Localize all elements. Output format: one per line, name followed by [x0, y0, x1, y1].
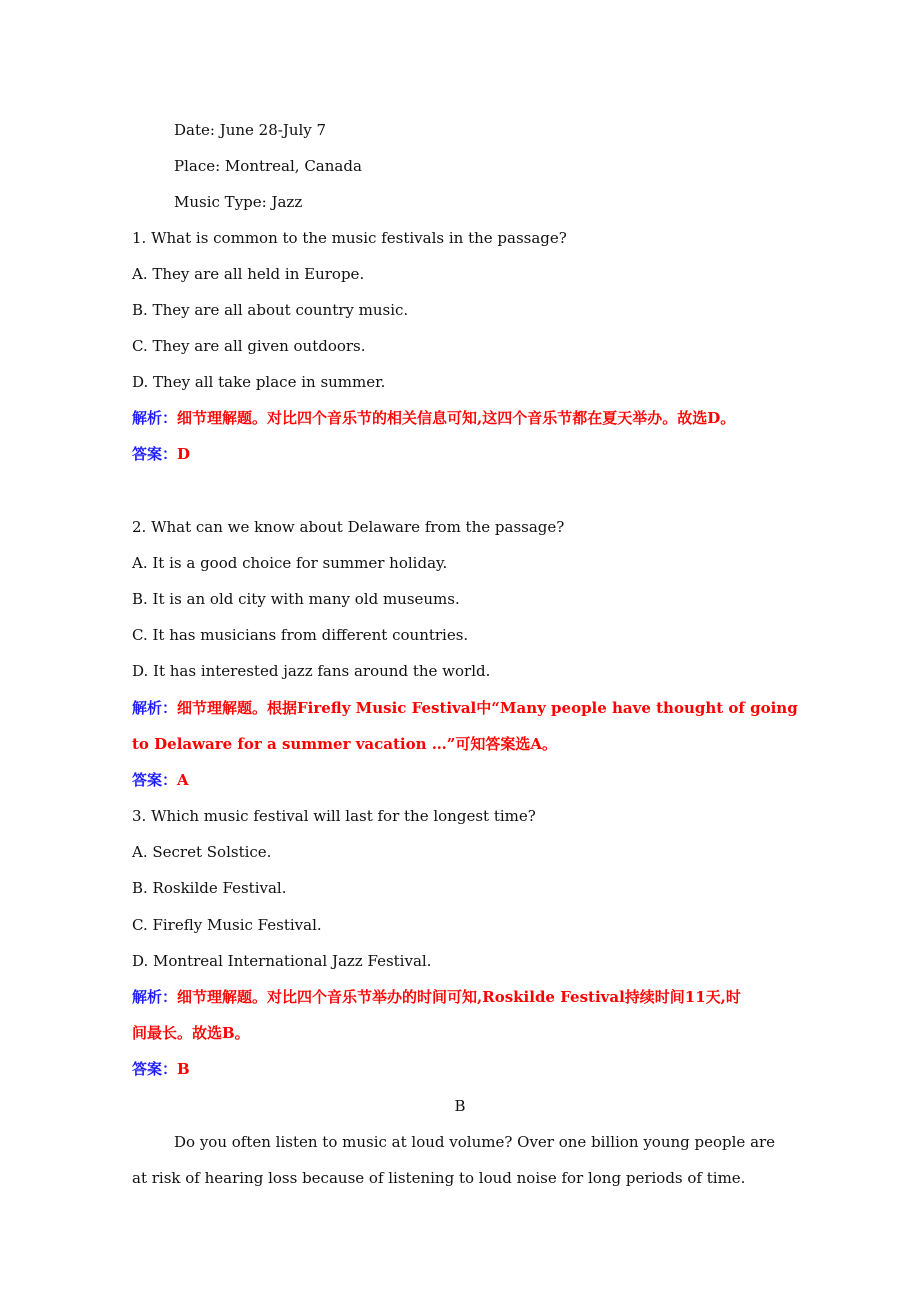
question-2-option-b: B. It is an old city with many old museums. — [132, 590, 460, 608]
question-1-option-a: A. They are all held in Europe. — [132, 265, 365, 283]
question-2-option-d: D. It has interested jazz fans around the world. — [132, 662, 491, 680]
question-2-stem: 2. What can we know about Delaware from the passage? — [132, 518, 565, 536]
question-3-stem: 3. Which music festival will last for the longest time? — [132, 807, 536, 825]
info-music-type: Music Type: Jazz — [174, 193, 303, 211]
question-1-option-c: C. They are all given outdoors. — [132, 337, 366, 355]
answer-label: 答案： — [132, 771, 178, 789]
question-1-option-d: D. They all take place in summer. — [132, 373, 386, 391]
question-3-option-d: D. Montreal International Jazz Festival. — [132, 952, 432, 970]
analysis-label: 解析： — [132, 699, 178, 717]
analysis-text: 细节理解题。对比四个音乐节的相关信息可知,这四个音乐节都在夏天举办。故选D。 — [177, 409, 736, 427]
question-2-option-c: C. It has musicians from different countries. — [132, 626, 469, 644]
info-place: Place: Montreal, Canada — [174, 157, 362, 175]
question-3-analysis-continued: 间最长。故选B。 — [132, 1024, 250, 1042]
info-date: Date: June 28-July 7 — [174, 121, 327, 139]
question-3-analysis — [132, 986, 741, 1008]
question-1-analysis — [132, 407, 735, 429]
analysis-text: 细节理解题。对比四个音乐节举办的时间可知,Roskilde Festival持续时间11天,时 — [177, 988, 741, 1006]
question-2-analysis — [132, 697, 798, 719]
question-3-option-a: A. Secret Solstice. — [132, 843, 272, 861]
answer-label: 答案： — [132, 1060, 178, 1078]
section-b-heading: B — [454, 1097, 466, 1115]
analysis-label: 解析： — [132, 988, 178, 1006]
analysis-label: 解析： — [132, 409, 178, 427]
question-3-option-b: B. Roskilde Festival. — [132, 879, 287, 897]
question-2-option-a: A. It is a good choice for summer holiday. — [132, 554, 448, 572]
answer-label: 答案： — [132, 445, 178, 463]
answer-value: A — [177, 771, 189, 789]
answer-value: B — [177, 1060, 190, 1078]
analysis-text: 细节理解题。根据Firefly Music Festival中“Many people have thought of going — [177, 699, 798, 717]
question-1-option-b: B. They are all about country music. — [132, 301, 409, 319]
question-2-answer — [132, 769, 189, 791]
question-3-answer — [132, 1058, 190, 1080]
section-b-paragraph-line-1: Do you often listen to music at loud volume? Over one billion young people are — [174, 1133, 776, 1151]
section-b-paragraph-line-2: at risk of hearing loss because of listening to loud noise for long periods of time. — [132, 1169, 746, 1187]
answer-value: D — [177, 445, 191, 463]
question-3-option-c: C. Firefly Music Festival. — [132, 916, 322, 934]
question-1-stem: 1. What is common to the music festivals in the passage? — [132, 229, 567, 247]
question-1-answer — [132, 443, 190, 465]
question-2-analysis-continued: to Delaware for a summer vacation …”可知答案选A。 — [132, 735, 558, 753]
